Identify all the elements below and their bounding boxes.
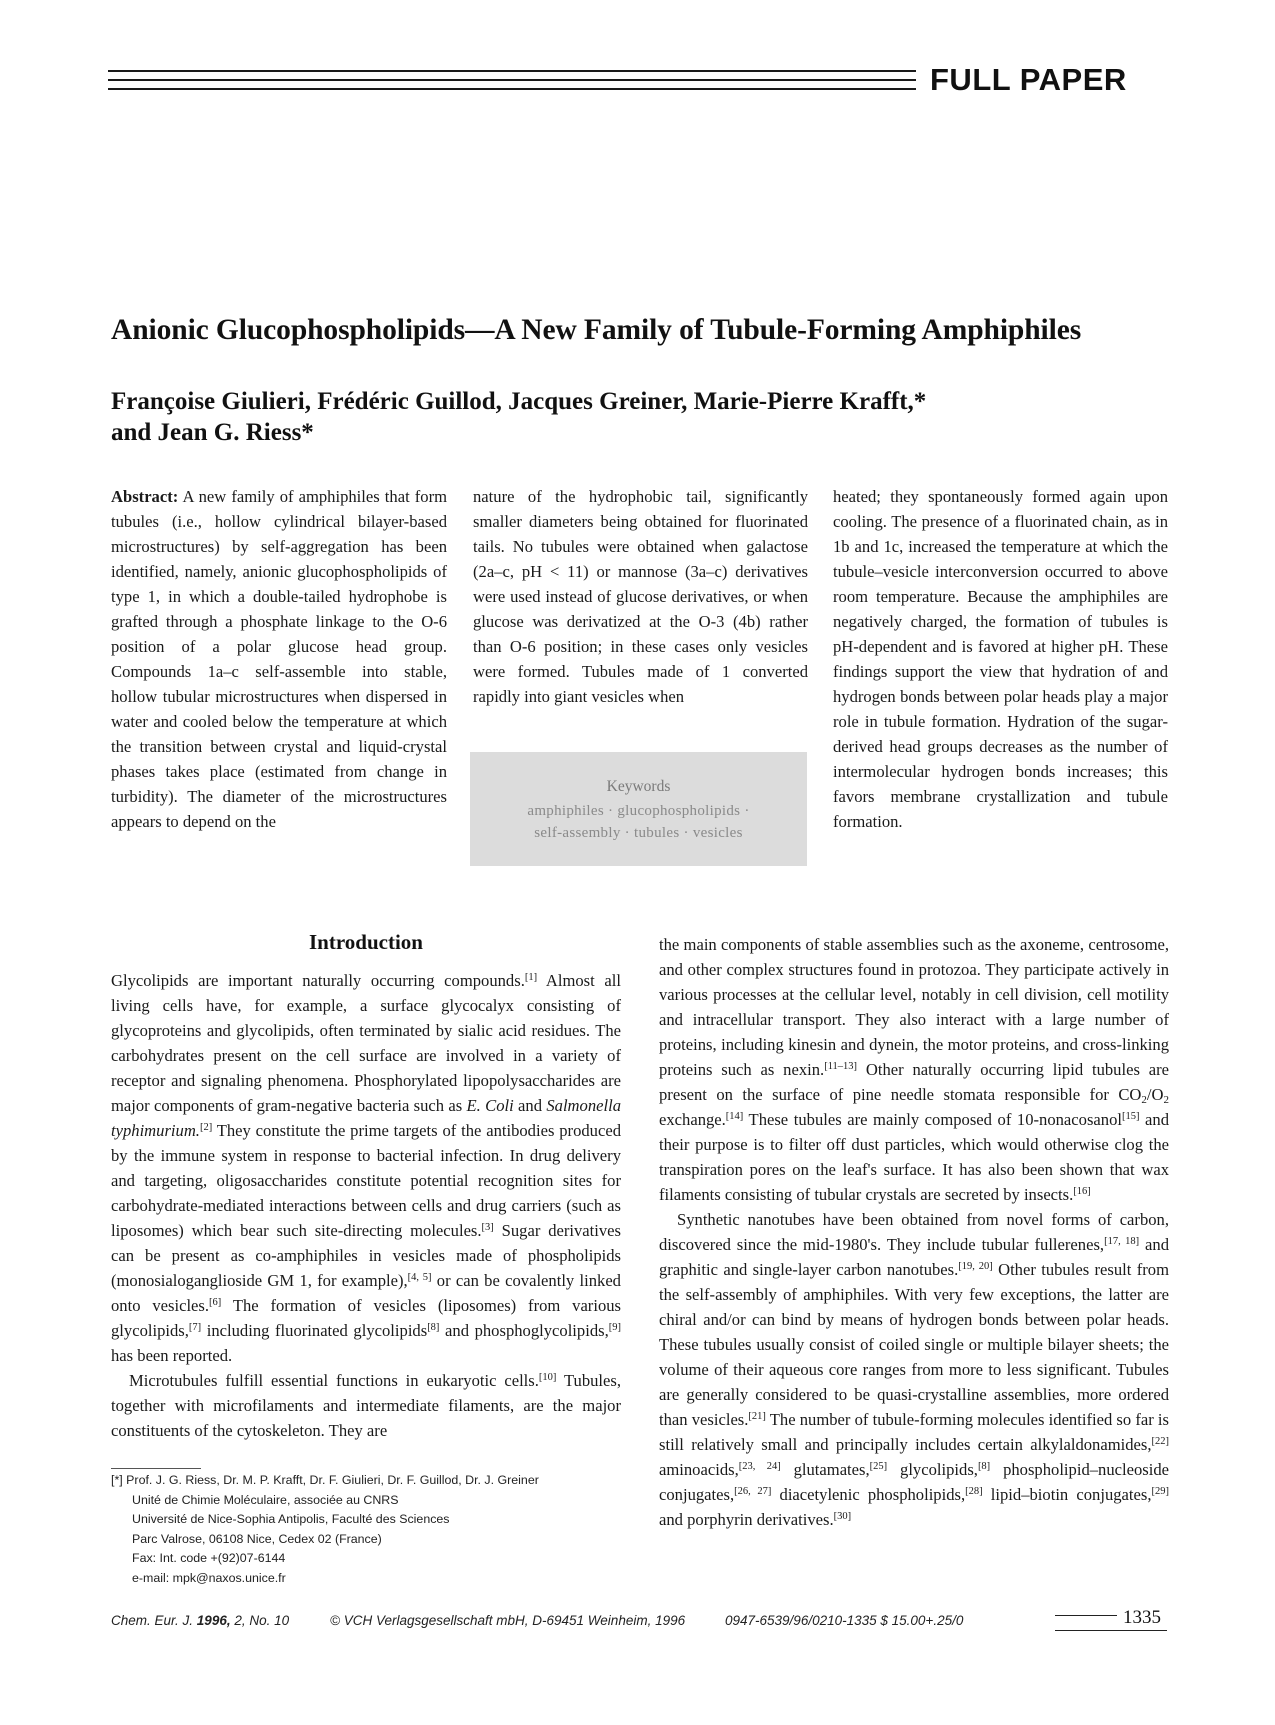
citation: [4, 5] bbox=[407, 1272, 432, 1283]
footnote-line: Prof. J. G. Riess, Dr. M. P. Krafft, Dr. F. Giulieri, Dr. F. Guillod, Dr. J. Greiner bbox=[126, 1473, 539, 1487]
abstract-text: heated; they spontaneously formed again upon cooling. The presence of a fluorinated chain, as in 1b and 1c, increased the temperature at which the tubule–vesicle interconversion occurred to above room temperature. Because the amphiphiles are negatively charged, the formation of tubules is pH-dependent and is favored at higher pH. These findings support the view that hydration of and hydrogen bonds between polar heads play a major role in tubule formation. Hydration of the sugar-derived head groups decreases as the number of intermolecular hydrogen bonds increases; this favors membrane crystallization and tubule formation. bbox=[833, 487, 1168, 831]
citation: [8] bbox=[427, 1322, 440, 1333]
citation: [26, 27] bbox=[734, 1486, 772, 1497]
abstract-text: A new family of amphiphiles that form tubules (i.e., hollow cylindrical bilayer-based microstructures) by self-aggregation has been identified, namely, anionic glucophospholipids of type 1, in which a double-tailed hydrophobe is grafted through a phosphate linkage to the O-6 position of a polar glucose head group. Compounds 1a–c self-assemble into stable, hollow tubular microstructures when dispersed in water and cooled below the temperature at which the transition between crystal and liquid-crystal phases takes place (estimated from change in turbidity). The diameter of the microstructures appears to depend on the bbox=[111, 487, 448, 831]
body-column-2 bbox=[659, 932, 1169, 1532]
citation: [8] bbox=[977, 1461, 991, 1472]
citation: [10] bbox=[538, 1372, 557, 1383]
citation: [11–13] bbox=[824, 1061, 858, 1072]
citation: [15] bbox=[1121, 1111, 1140, 1122]
keywords-box bbox=[470, 752, 807, 866]
article-code: 0947-6539/96/0210-1335 $ 15.00+.25/0 bbox=[725, 1613, 964, 1628]
paragraph: Microtubules fulfill essential functions in eukaryotic cells.[10] Tubules, together with microfilaments and intermediate filaments, are the major constituents of the cytoskeleton. They are bbox=[111, 1371, 622, 1440]
section-label: FULL PAPER bbox=[930, 62, 1127, 97]
footer-rule bbox=[1055, 1615, 1117, 1616]
footnote-line: Fax: Int. code +(92)07-6144 bbox=[132, 1551, 286, 1565]
citation: [30] bbox=[833, 1511, 852, 1522]
citation: [6] bbox=[209, 1297, 222, 1308]
citation: [2] bbox=[199, 1122, 213, 1133]
citation: [25] bbox=[869, 1461, 888, 1472]
abstract-text: nature of the hydrophobic tail, significantly smaller diameters being obtained for fluorinated tails. No tubules were obtained when galactose (2a–c, pH < 11) or mannose (3a–c) derivatives were used instead of glucose derivatives, or when glucose was derivatized at the O-3 (4b) rather than O-6 position; in these cases only vesicles were formed. Tubules made of 1 converted rapidly into giant vesicles when bbox=[473, 487, 808, 706]
citation: [9] bbox=[608, 1322, 621, 1333]
keywords-line: self-assembly · tubules · vesicles bbox=[534, 825, 743, 841]
affiliation-footnote bbox=[111, 1471, 631, 1588]
footer-rule bbox=[1055, 1630, 1167, 1631]
citation: [23, 24] bbox=[738, 1461, 781, 1472]
header-rules bbox=[108, 70, 916, 98]
citation: [16] bbox=[1073, 1186, 1091, 1197]
citation: [7] bbox=[188, 1322, 202, 1333]
body-column-1 bbox=[111, 968, 621, 1443]
abstract-label: Abstract: bbox=[111, 487, 179, 506]
section-heading-introduction: Introduction bbox=[309, 930, 423, 954]
keywords-line: amphiphiles · glucophospholipids · bbox=[527, 803, 750, 819]
keywords-heading: Keywords bbox=[606, 778, 671, 795]
citation: [17, 18] bbox=[1104, 1236, 1140, 1247]
citation: [14] bbox=[725, 1111, 744, 1122]
author-list bbox=[111, 386, 1011, 448]
paragraph: Glycolipids are important naturally occurring compounds.[1] Almost all living cells have, for example, a surface glycocalyx consisting of glycoproteins and glycolipids, often terminated by sialic acid residues. The carbohydrates present on the cell surface are involved in a variety of receptor and signaling phenomena. Phosphorylated lipopolysaccharides are major components of gram-negative bacteria such as E. Coli and Salmonella typhimurium.[2] They constitute the prime targets of the antibodies produced by the immune system in response to bacterial infection. In drug delivery and targeting, oligosaccharides constitute potential recognition sites for carbohydrate-mediated interactions between cells and drug carriers (such as liposomes) which bear such site-directing molecules.[3] Sugar derivatives can be present as co-amphiphiles in vesicles made of phospholipids (monosialoganglioside GM 1, for example),[4, 5] or can be covalently linked onto vesicles.[6] The formation of vesicles (liposomes) from various glycolipids,[7] including fluorinated glycolipids[8] and phosphoglycolipids,[9] has been reported. bbox=[111, 971, 622, 1365]
citation: [21] bbox=[748, 1411, 766, 1422]
author-line: Françoise Giulieri, Frédéric Guillod, Jacques Greiner, Marie-Pierre Krafft,* bbox=[111, 388, 927, 415]
citation: [22] bbox=[1151, 1436, 1169, 1447]
citation: [28] bbox=[965, 1486, 983, 1497]
footnote-line: Université de Nice-Sophia Antipolis, Faculté des Sciences bbox=[132, 1512, 450, 1526]
citation: [29] bbox=[1151, 1486, 1169, 1497]
abstract-column-1 bbox=[111, 484, 447, 834]
paragraph: the main components of stable assemblies such as the axoneme, centrosome, and other complex structures found in protozoa. They participate actively in various processes at the cellular level, notably in cell division, cell motility and intracellular transport. They also interact with a large number of proteins, including kinesin and dynein, the motor proteins, and cross-linking proteins such as nexin.[11–13] Other naturally occurring lipid tubules are present on the surface of pine needle stomata responsible for $CO_2/O_2$ exchange.[14] These tubules are mainly composed of 10-nonacosanol[15] and their purpose is to filter off dust particles, which would otherwise clog the transpiration pores on the leaf's surface. It has also been shown that wax filaments consisting of tubular crystals are secreted by insects.[16] bbox=[659, 935, 1170, 1204]
journal-citation: Chem. Eur. J. 1996, 2, No. 10 bbox=[111, 1613, 290, 1628]
article-title: Anionic Glucophospholipids—A New Family of Tubule-Forming Amphiphiles bbox=[111, 314, 1082, 346]
abstract-column-3 bbox=[833, 484, 1168, 834]
citation: [19, 20] bbox=[958, 1261, 993, 1272]
footnote-rule bbox=[111, 1468, 201, 1469]
abstract-column-2 bbox=[473, 484, 808, 709]
author-line: and Jean G. Riess* bbox=[111, 419, 314, 446]
paragraph: Synthetic nanotubes have been obtained from novel forms of carbon, discovered since the mid-1980's. They include tubular fullerenes,[17, 18] and graphitic and single-layer carbon nanotubes.[19, 20] Other tubules result from the self-assembly of amphiphiles. With very few exceptions, the latter are chiral and/or can bind by means of hydrogen bonds between polar heads. These tubules usually consist of coiled single or multiple bilayer sheets; the volume of their aqueous core ranges from more to less significant. Tubules are generally considered to be quasi-crystalline assemblies, more ordered than vesicles.[21] The number of tubule-forming molecules identified so far is still relatively small and principally includes certain alkylaldonamides,[22] aminoacids,[23, 24] glutamates,[25] glycolipids,[8] phospholipid–nucleoside conjugates,[26, 27] diacetylenic phospholipids,[28] lipid–biotin conjugates,[29] and porphyrin derivatives.[30] bbox=[659, 1210, 1169, 1529]
footnote-email: e-mail: mpk@naxos.unice.fr bbox=[132, 1570, 286, 1585]
footnote-line: Parc Valrose, 06108 Nice, Cedex 02 (France) bbox=[132, 1531, 382, 1546]
citation: [3] bbox=[481, 1222, 494, 1233]
citation: [1] bbox=[524, 972, 538, 983]
footnote-marker: [*] bbox=[111, 1473, 123, 1487]
footnote-line: Unité de Chimie Moléculaire, associée au CNRS bbox=[132, 1492, 399, 1507]
page-number: 1335 bbox=[1123, 1607, 1161, 1628]
publisher-copyright: © VCH Verlagsgesellschaft mbH, D-69451 Weinheim, 1996 bbox=[330, 1613, 686, 1628]
